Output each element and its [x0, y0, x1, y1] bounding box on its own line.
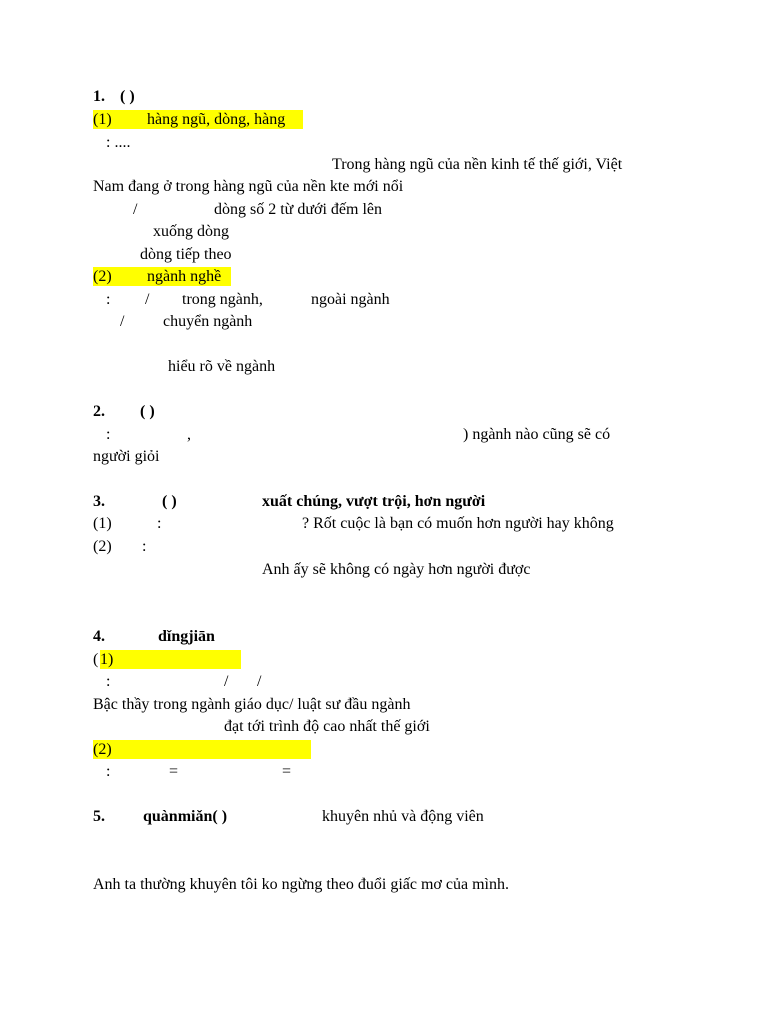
section-1-change-line — [0, 311, 768, 333]
colon: : — [142, 538, 147, 555]
section-1-colon-line — [0, 132, 768, 154]
section-1-next-row — [0, 244, 768, 266]
colon: : — [106, 673, 111, 690]
item-meaning: hàng ngũ, dòng, hàng — [147, 111, 286, 128]
comma: , — [187, 426, 191, 443]
section-number: 2. — [93, 403, 105, 420]
next-row-text: dòng tiếp theo — [140, 246, 232, 263]
section-2-line-2 — [0, 446, 768, 468]
section-paren: ( ) — [140, 403, 155, 420]
example-text: người giỏi — [93, 448, 160, 465]
example-text: ) ngành nào cũng sẽ có — [463, 426, 611, 443]
slash: / — [224, 673, 229, 690]
equals-sign: = — [169, 763, 179, 780]
slash: / — [257, 673, 262, 690]
section-1-row-line — [0, 199, 768, 221]
section-number: 4. — [93, 628, 105, 645]
section-meaning: khuyên nhủ và động viên — [322, 808, 484, 825]
colon: : — [106, 763, 111, 780]
example-text: Bậc thầy trong ngành giáo dục/ luật sư đầu ngành — [93, 696, 411, 713]
highlight-mark — [93, 740, 311, 759]
section-3-item-1 — [0, 513, 768, 535]
section-4-eq-line — [0, 761, 768, 783]
example-text: Anh ấy sẽ không có ngày hơn người được — [262, 561, 531, 578]
section-2-line-1 — [0, 424, 768, 446]
section-4-heading — [0, 626, 768, 648]
example-text: Anh ta thường khuyên tôi ko ngừng theo đuổi giấc mơ của mình. — [93, 876, 509, 893]
section-4-example-1 — [0, 694, 768, 716]
know-trade-text: hiểu rõ về ngành — [168, 358, 276, 375]
section-1-heading — [0, 86, 768, 108]
colon-dots: : .... — [106, 134, 131, 151]
section-4-colon-line — [0, 671, 768, 693]
section-1-item-2 — [0, 266, 768, 288]
section-5-heading — [0, 806, 768, 828]
in-trade-text: trong ngành, — [182, 291, 263, 308]
highlight-mark — [100, 650, 241, 669]
example-text: đạt tới trình độ cao nhất thế giới — [224, 718, 430, 735]
change-trade-text: chuyển ngành — [163, 313, 253, 330]
section-pinyin: quànmiǎn( ) — [143, 808, 228, 825]
section-4-item-2 — [0, 739, 768, 761]
item-number: (2) — [93, 538, 112, 555]
next-line-text: xuống dòng — [153, 223, 229, 240]
example-text: Trong hàng ngũ của nền kinh tế thế giới, Việt — [332, 156, 623, 173]
section-1-next-line — [0, 221, 768, 243]
section-4-example-2 — [0, 716, 768, 738]
item-number: (2) — [93, 268, 112, 285]
section-5-example — [0, 874, 768, 896]
slash: / — [133, 201, 138, 218]
section-number: 5. — [93, 808, 105, 825]
item-number: 1) — [100, 651, 114, 668]
slash: / — [120, 313, 125, 330]
equals-sign: = — [282, 763, 292, 780]
section-pinyin: dǐngjiān — [158, 628, 215, 645]
section-1-know-line — [0, 356, 768, 378]
item-meaning: ngành nghề — [147, 268, 222, 285]
colon: : — [106, 426, 111, 443]
section-3-item-2 — [0, 536, 768, 558]
section-meaning: xuất chúng, vượt trội, hơn người — [262, 493, 486, 510]
section-1-trade-line — [0, 289, 768, 311]
section-paren: ( ) — [162, 493, 177, 510]
section-number: 3. — [93, 493, 105, 510]
section-number: 1. — [93, 88, 105, 105]
item-paren-open: ( — [93, 651, 99, 668]
section-1-example-line-1 — [0, 154, 768, 176]
section-4-item-1 — [0, 649, 768, 671]
item-number: (1) — [93, 515, 112, 532]
section-3-heading — [0, 491, 768, 513]
colon: : — [157, 515, 162, 532]
section-1-item-1 — [0, 109, 768, 131]
item-number: (1) — [93, 111, 112, 128]
example-text: ? Rốt cuộc là bạn có muốn hơn người hay không — [302, 515, 614, 532]
section-paren: ( ) — [120, 88, 135, 105]
section-1-example-line-2 — [0, 176, 768, 198]
slash: / — [145, 291, 150, 308]
out-trade-text: ngoài ngành — [311, 291, 390, 308]
row-text: dòng số 2 từ dưới đếm lên — [214, 201, 383, 218]
item-number: (2) — [93, 741, 112, 758]
example-text: Nam đang ở trong hàng ngũ của nền kte mới nổi — [93, 178, 404, 195]
colon: : — [106, 291, 111, 308]
section-2-heading — [0, 401, 768, 423]
section-3-item-2-example — [0, 559, 768, 581]
